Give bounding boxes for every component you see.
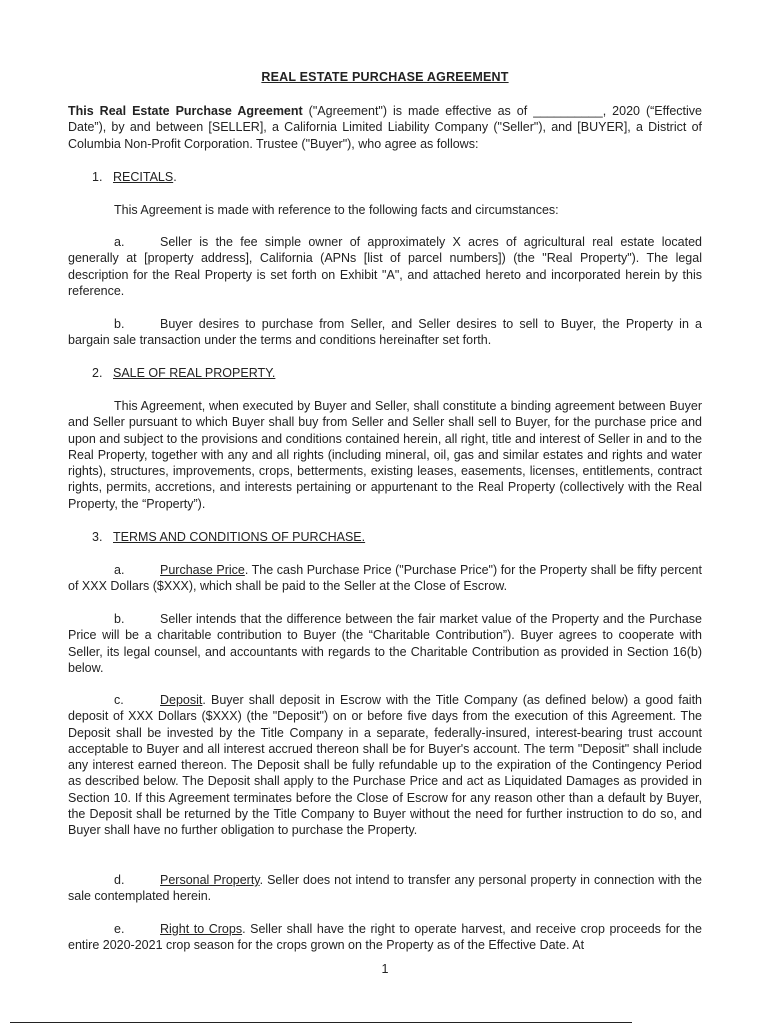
term-a-purchase-price: a. Purchase Price. The cash Purchase Price ("Purchase Price") for the Property shall be fifty percent of XXX Dollars ($XXX), which shall be paid to the Seller at the Close of Escrow. [68,563,702,594]
recitals-intro: This Agreement is made with reference to the following facts and circumstances: [114,203,559,217]
section-title: TERMS AND CONDITIONS OF PURCHASE. [113,530,366,544]
footer-divider [10,1022,632,1023]
section-heading-recitals: 1. RECITALS. [92,170,177,184]
item-label: e. [114,922,125,936]
section-number: 1. [92,170,103,184]
section-heading-terms [92,529,365,545]
item-label: c. [114,693,124,707]
item-label: a. [114,235,125,249]
recital-b: b. Buyer desires to purchase from Seller, and Seller desires to sell to Buyer, the Property in a bargain sale transaction under the terms and conditions hereinafter set forth. [68,317,702,348]
section-title: RECITALS [113,170,174,184]
term-d-personal-property: d. Personal Property. Seller does not intend to transfer any personal property in connection with the sale contemplated herein. [68,873,702,904]
item-title: Deposit [160,693,203,707]
intro-text: ("Agreement") is made effective as of __________, 2020 (“Effective Date”), by and between [SELLER], a California Limited Liability Company ("Seller"), and [BUYER], a District of Columbia Non-Profit Corporation. Trustee ("Buyer"), who agree as follows: [68,104,703,151]
item-label: d. [114,873,125,887]
term-c-deposit: c. Deposit. Buyer shall deposit in Escrow with the Title Company (as defined below) a good faith deposit of XXX Dollars ($XXX) (the "Deposit") on or before five days from the execution of this Agreement. The Deposit shall be invested by the Title Company in a separate, federally-insured, interest-bearing trust account acceptable to Buyer and all interest accrued thereon shall be for Buyer's account. The term "Deposit" shall include any interest earned thereon. The Deposit shall be fully refundable up to the expiration of the Contingency Period as described below. The Deposit shall apply to the Purchase Price and act as Liquidated Damages as provided in Section 10. If this Agreement terminates before the Close of Escrow for any reason other than a default by Buyer, the Deposit shall be returned by the Title Company to Buyer without the need for further instruction to do so, and Buyer shall have no further obligation to purchase the Property. [68,693,702,838]
section-number: 2. [92,366,103,380]
item-title: Right to Crops [160,922,243,936]
document-title: REAL ESTATE PURCHASE AGREEMENT [261,70,509,84]
section-title: SALE OF REAL PROPERTY. [113,366,276,380]
item-label: a. [114,563,125,577]
recital-a: a. Seller is the fee simple owner of approximately X acres of agricultural real estate located generally at [property address], California (APNs [list of parcel numbers]) (the "Real Property"). The legal description for the Real Property is set forth on Exhibit "A", and attached hereto and incorporated herein by this reference. [68,235,702,298]
intro-paragraph [68,103,702,152]
page-number: 1 [381,962,389,976]
intro-bold-lead: This Real Estate Purchase Agreement [68,104,303,118]
item-title: Purchase Price [160,563,245,577]
section-heading-sale [92,365,275,381]
item-title: Personal Property [160,873,260,887]
sale-paragraph: This Agreement, when executed by Buyer and Seller, shall constitute a binding agreement between Buyer and Seller pursuant to which Buyer shall buy from Seller and Seller shall sell to Buyer, for the purchase price and upon and subject to the provisions and conditions contained herein, all right, title and interest of Seller in and to the Real Property, together with any and all rights (including mineral, oil, gas and similar estates and rights and water rights), structures, improvements, crops, betterments, existing leases, easements, licenses, entitlements, contract rights, permits, accretions, and interests pertaining or appurtenant to the Real Property (collectively with the Real Property, the “Property”). [68,399,702,511]
term-b-charitable-contribution: b. Seller intends that the difference between the fair market value of the Property and the Purchase Price will be a charitable contribution to Buyer (the “Charitable Contribution”). Buyer agrees to cooperate with Seller, its legal counsel, and accountants with regards to the Charitable Contribution as provided in Section 16(b) below. [68,612,702,675]
item-label: b. [114,612,125,626]
item-label: b. [114,317,125,331]
section-number: 3. [92,530,103,544]
term-e-right-to-crops: e. Right to Crops. Seller shall have the right to operate harvest, and receive crop proceeds for the entire 2020-2021 crop season for the crops grown on the Property as of the Effective Date. At [68,922,702,953]
